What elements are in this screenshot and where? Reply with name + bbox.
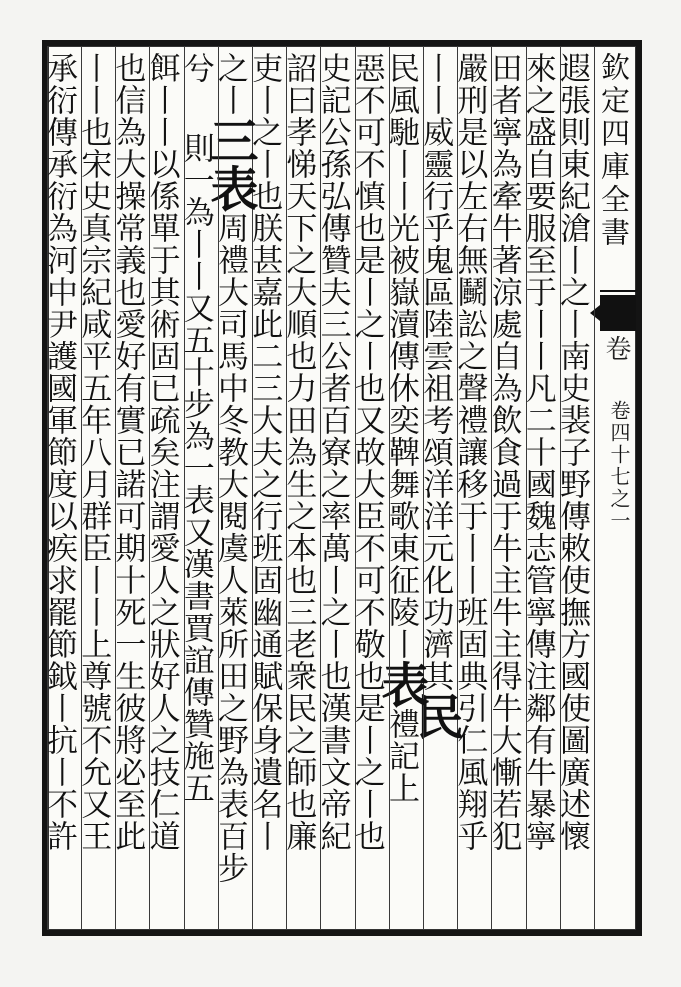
text-column xyxy=(314,52,354,922)
header-char: 卷 xyxy=(601,335,631,361)
column-rule xyxy=(526,46,527,930)
column-text: 之丨 xyxy=(211,52,248,116)
column-text: 丨丨威靈行乎鬼區陸雲祖考頌洋洋元化功濟其 xyxy=(417,52,454,692)
column-rule xyxy=(218,46,219,930)
text-column xyxy=(109,52,149,922)
column-rule xyxy=(389,46,390,930)
column-rule xyxy=(115,46,116,930)
text-column xyxy=(485,52,525,922)
column-rule xyxy=(355,46,356,930)
column-text: 餌丨丨以係單于其術固已疏矣注謂愛人之狀好人之技仁道 xyxy=(143,52,180,852)
column-text: 遐張則東紀滄丨之丨南史裴子野傳敕使撫方國使圖廣述懷 xyxy=(553,52,590,852)
heading-char: 表 xyxy=(372,660,429,708)
column-rule xyxy=(286,46,287,930)
column-text: 來之盛自要服至于丨丨凡二十國魏志管寧傳注鄰有牛暴寧 xyxy=(519,52,556,852)
volume-label: 卷四十七之一 xyxy=(607,400,631,532)
column-rule xyxy=(423,46,424,930)
text-column xyxy=(143,52,183,922)
text-column xyxy=(280,52,320,922)
column-rule xyxy=(594,46,595,930)
column-rule xyxy=(184,46,185,930)
column-text: 民風馳丨丨光被嶽瀆傳休奕鞞舞歌東征陵丨 xyxy=(382,52,419,660)
text-column xyxy=(348,52,389,922)
heading-char: 民 xyxy=(407,692,464,740)
column-rule xyxy=(491,46,492,930)
text-column xyxy=(177,52,218,922)
column-text: 惡不可不慎也是丨之丨也又故大臣不可不敬也是丨之丨也 xyxy=(348,52,385,852)
column-text: 周禮大司馬中冬教大閱虞人萊所田之野為表百步 xyxy=(211,212,248,884)
column-text: 也信為大操常義也愛好有實已諾可期十死一生彼將必至此 xyxy=(109,52,146,852)
column-text: 兮 xyxy=(177,52,214,84)
text-column xyxy=(201,52,258,922)
column-text: 吏丨之丨也朕甚嘉此二三大夫之行班固幽通賦保身遺名丨 xyxy=(246,52,283,852)
column-text: 則一為丨丨又五十步為一表又漢書賈誼傳贊施五 xyxy=(177,132,214,804)
column-rule xyxy=(81,46,82,930)
column-rule xyxy=(457,46,458,930)
column-text: 承衍傳承衍為河中尹護國軍節度以疾求罷節鉞丨抗丨不許 xyxy=(40,52,77,852)
column-rule xyxy=(320,46,321,930)
text-column xyxy=(519,52,560,922)
column-text: 史記公孫弘傳贊夫三公者百寮之率萬丨之丨也漢書文帝紀 xyxy=(314,52,351,852)
book-title: 欽定四庫全書 xyxy=(597,52,631,250)
text-column xyxy=(372,52,429,922)
fishtail-mark xyxy=(600,295,636,331)
column-text: 嚴刑是以左右無鬭訟之聲禮讓移于丨丨班固典引仁風翔乎 xyxy=(451,52,488,852)
column-rule xyxy=(47,46,48,930)
text-column xyxy=(407,52,464,922)
text-column xyxy=(40,52,81,922)
text-column xyxy=(75,52,115,922)
heading-char: 三表 xyxy=(201,116,258,212)
column-text: 丨丨也宋史真宗紀咸平五年八月群臣丨丨上尊號不允又王 xyxy=(75,52,112,852)
column-rule xyxy=(560,46,561,930)
text-column xyxy=(451,52,491,922)
text-column xyxy=(553,52,594,922)
column-text: 禮記上 xyxy=(382,708,419,804)
column-rule xyxy=(149,46,150,930)
header-divider-top xyxy=(600,290,636,292)
column-text: 田者寧為牽牛著涼處自為飲食過于牛主牛主得牛大慚若犯 xyxy=(485,52,522,852)
column-text: 詔曰孝悌天下之大順也力田為生之本也三老衆民之師也廉 xyxy=(280,52,317,852)
